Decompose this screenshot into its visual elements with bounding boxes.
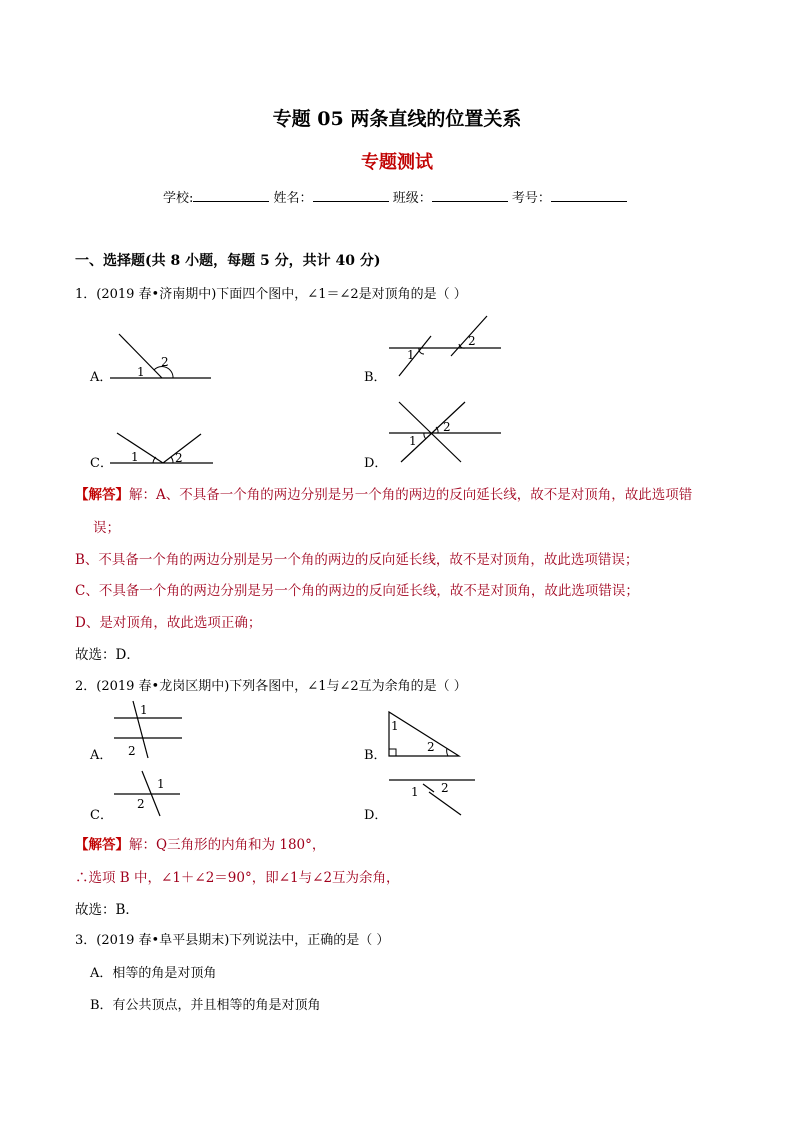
q1-d-label-1: 1	[409, 434, 417, 448]
q1-answer-tag: 【解答】	[75, 487, 129, 503]
q1-b-label-2: 2	[468, 334, 476, 348]
name-blank	[313, 189, 389, 202]
q1-answer-line-5: D、是对顶角，故此选项正确；	[75, 615, 262, 631]
q1-answer-line-2: 误；	[93, 520, 120, 536]
q2-answer-line-1	[75, 833, 325, 853]
q1-c-label-2: 2	[175, 451, 183, 465]
page-title: 专题 05 两条直线的位置关系	[272, 108, 522, 130]
q1-answer-text-1: 解：A、不具备一个角的两边分别是另一个角的两边的反向延长线，故不是对顶角，故此选项错	[129, 487, 693, 503]
q1-option-b: B．	[364, 370, 387, 385]
q1-option-d: D．	[364, 456, 388, 471]
q1-option-a: A．	[90, 370, 113, 385]
q2-a-label-2: 2	[128, 744, 136, 758]
q2-figure-b	[385, 708, 465, 760]
q1-b-label-1: 1	[407, 348, 415, 362]
q2-figure-a	[108, 700, 188, 762]
name-label: 姓名：	[273, 191, 313, 206]
number-blank	[551, 189, 627, 202]
q3-option-a: A．相等的角是对顶角	[90, 966, 217, 981]
q1-stem: 1．(2019 春•济南期中)下面四个图中，∠1＝∠2是对顶角的是（ ）	[75, 287, 467, 302]
q2-answer-line-3: 故选：B．	[75, 902, 139, 918]
q2-c-label-2: 2	[137, 797, 145, 811]
q1-answer-line-6: 故选：D．	[75, 647, 140, 663]
q2-option-a: A．	[90, 748, 113, 763]
q2-b-label-1: 1	[391, 719, 399, 733]
q1-a-label-1: 1	[137, 365, 145, 379]
q1-c-label-1: 1	[131, 450, 139, 464]
q2-answer-tag: 【解答】	[75, 837, 129, 853]
section-title: 一、选择题(共 8 小题，每题 5 分，共计 40 分)	[75, 253, 381, 269]
q1-figure-d	[385, 398, 505, 466]
q2-c-label-1: 1	[157, 777, 165, 791]
q2-stem: 2．(2019 春•龙岗区期中)下列各图中，∠1与∠2互为余角的是（ ）	[75, 679, 467, 694]
q1-a-label-2: 2	[161, 355, 169, 369]
q2-b-label-2: 2	[427, 740, 435, 754]
q1-figure-a	[105, 328, 215, 383]
q1-figure-c	[105, 430, 217, 468]
q2-a-label-1: 1	[140, 703, 148, 717]
q2-d-label-2: 2	[441, 781, 449, 795]
q3-option-b: B．有公共顶点，并且相等的角是对顶角	[90, 998, 321, 1013]
school-blank	[193, 189, 269, 202]
q1-figure-b	[385, 312, 505, 382]
class-label: 班级：	[392, 191, 432, 206]
q2-option-c: C．	[90, 808, 113, 823]
q2-option-d: D．	[364, 808, 388, 823]
q2-d-label-1: 1	[411, 785, 419, 799]
q1-d-label-2: 2	[443, 420, 451, 434]
q2-answer-line-2: ∴选项 B 中，∠1＋∠2＝90°，即∠1与∠2互为余角，	[75, 870, 400, 886]
q1-answer-line-1	[75, 483, 692, 503]
q2-answer-text-1: 解：Q三角形的内角和为 180°，	[129, 837, 326, 853]
class-blank	[432, 189, 508, 202]
q2-figure-c	[112, 768, 184, 820]
student-info-line	[163, 187, 627, 206]
q3-stem: 3．(2019 春•阜平县期末)下列说法中，正确的是（ ）	[75, 933, 390, 948]
q2-figure-d	[385, 772, 477, 818]
q2-option-b: B．	[364, 748, 387, 763]
q1-answer-line-3: B、不具备一个角的两边分别是另一个角的两边的反向延长线，故不是对顶角，故此选项错误；	[75, 552, 639, 568]
q1-option-c: C．	[90, 456, 113, 471]
q1-answer-line-4: C、不具备一个角的两边分别是另一个角的两边的反向延长线，故不是对顶角，故此选项错误；	[75, 583, 639, 599]
school-label: 学校:	[163, 191, 194, 206]
number-label: 考号：	[511, 191, 551, 206]
page-subtitle: 专题测试	[361, 152, 433, 173]
